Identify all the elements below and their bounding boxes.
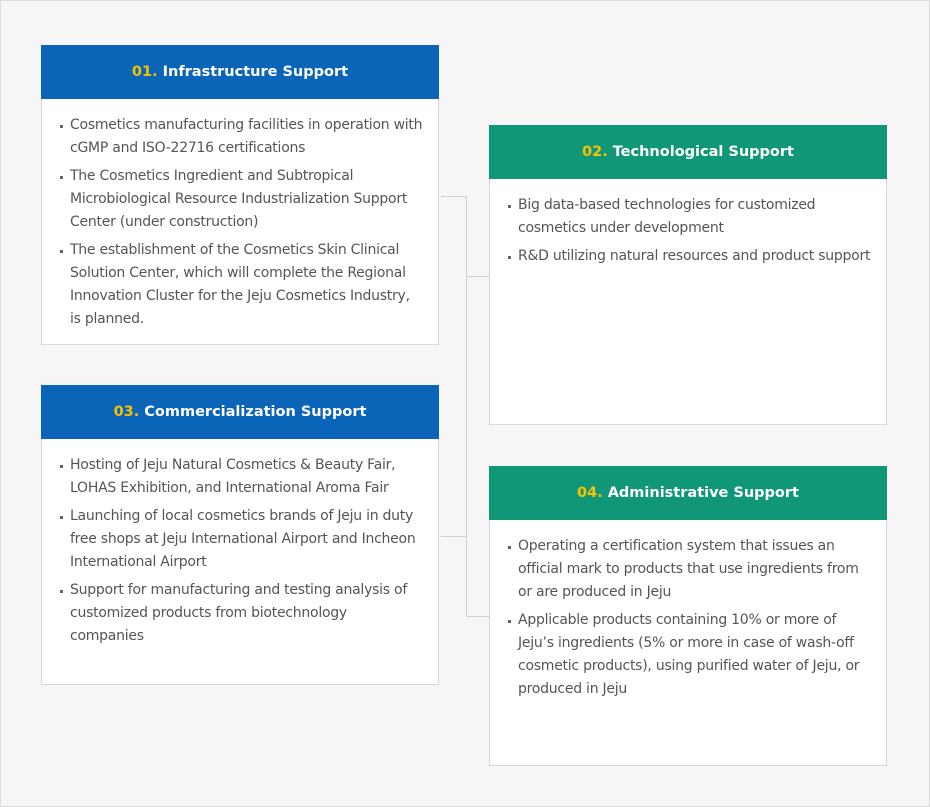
connector-line-card4 xyxy=(466,616,490,617)
list-item: Hosting of Jeju Natural Cosmetics & Beauty Fair, LOHAS Exhibition, and International Aroma Fair xyxy=(70,454,424,500)
list-item: Support for manufacturing and testing analysis of customized products from biotechnology companies xyxy=(70,579,424,648)
card-header xyxy=(489,466,887,520)
connector-line-card3 xyxy=(441,536,467,537)
card-header xyxy=(41,45,439,99)
connector-line-vertical xyxy=(466,196,467,617)
card-number: 01. xyxy=(131,64,158,80)
card-administrative-support xyxy=(489,466,887,766)
card-infrastructure-support xyxy=(41,45,439,345)
card-title: Infrastructure Support xyxy=(162,64,349,80)
card-technological-support xyxy=(489,125,887,425)
card-item-list xyxy=(490,179,886,268)
card-item-list xyxy=(42,99,438,331)
list-item: Launching of local cosmetics brands of Jeju in duty free shops at Jeju International Airport and Incheon International Airport xyxy=(70,505,424,574)
list-item: The Cosmetics Ingredient and Subtropical Microbiological Resource Industrialization Support Center (under construction) xyxy=(70,165,424,234)
list-item: Operating a certification system that issues an official mark to products that use ingredients from or are produced in Jeju xyxy=(518,535,872,604)
list-item: Cosmetics manufacturing facilities in operation with cGMP and ISO-22716 certifications xyxy=(70,114,424,160)
card-item-list xyxy=(42,439,438,648)
card-header xyxy=(41,385,439,439)
card-number: 04. xyxy=(577,485,603,501)
card-item-list xyxy=(490,520,886,701)
list-item: The establishment of the Cosmetics Skin Clinical Solution Center, which will complete the Regional Innovation Cluster for the Jeju Cosmetics Industry, is planned. xyxy=(70,239,424,331)
connector-line-card2 xyxy=(466,276,490,277)
card-number: 03. xyxy=(113,404,140,420)
card-header xyxy=(489,125,887,179)
card-title: Commercialization Support xyxy=(144,404,367,420)
card-commercialization-support xyxy=(41,385,439,685)
list-item: R&D utilizing natural resources and product support xyxy=(518,245,872,268)
card-title: Technological Support xyxy=(612,144,794,160)
connector-line-card1 xyxy=(441,196,467,197)
card-number: 02. xyxy=(582,144,608,160)
list-item: Big data-based technologies for customized cosmetics under development xyxy=(518,194,872,240)
card-title: Administrative Support xyxy=(607,485,799,501)
list-item: Applicable products containing 10% or more of Jeju’s ingredients (5% or more in case of wash-off cosmetic products), using purified water of Jeju, or produced in Jeju xyxy=(518,609,872,701)
